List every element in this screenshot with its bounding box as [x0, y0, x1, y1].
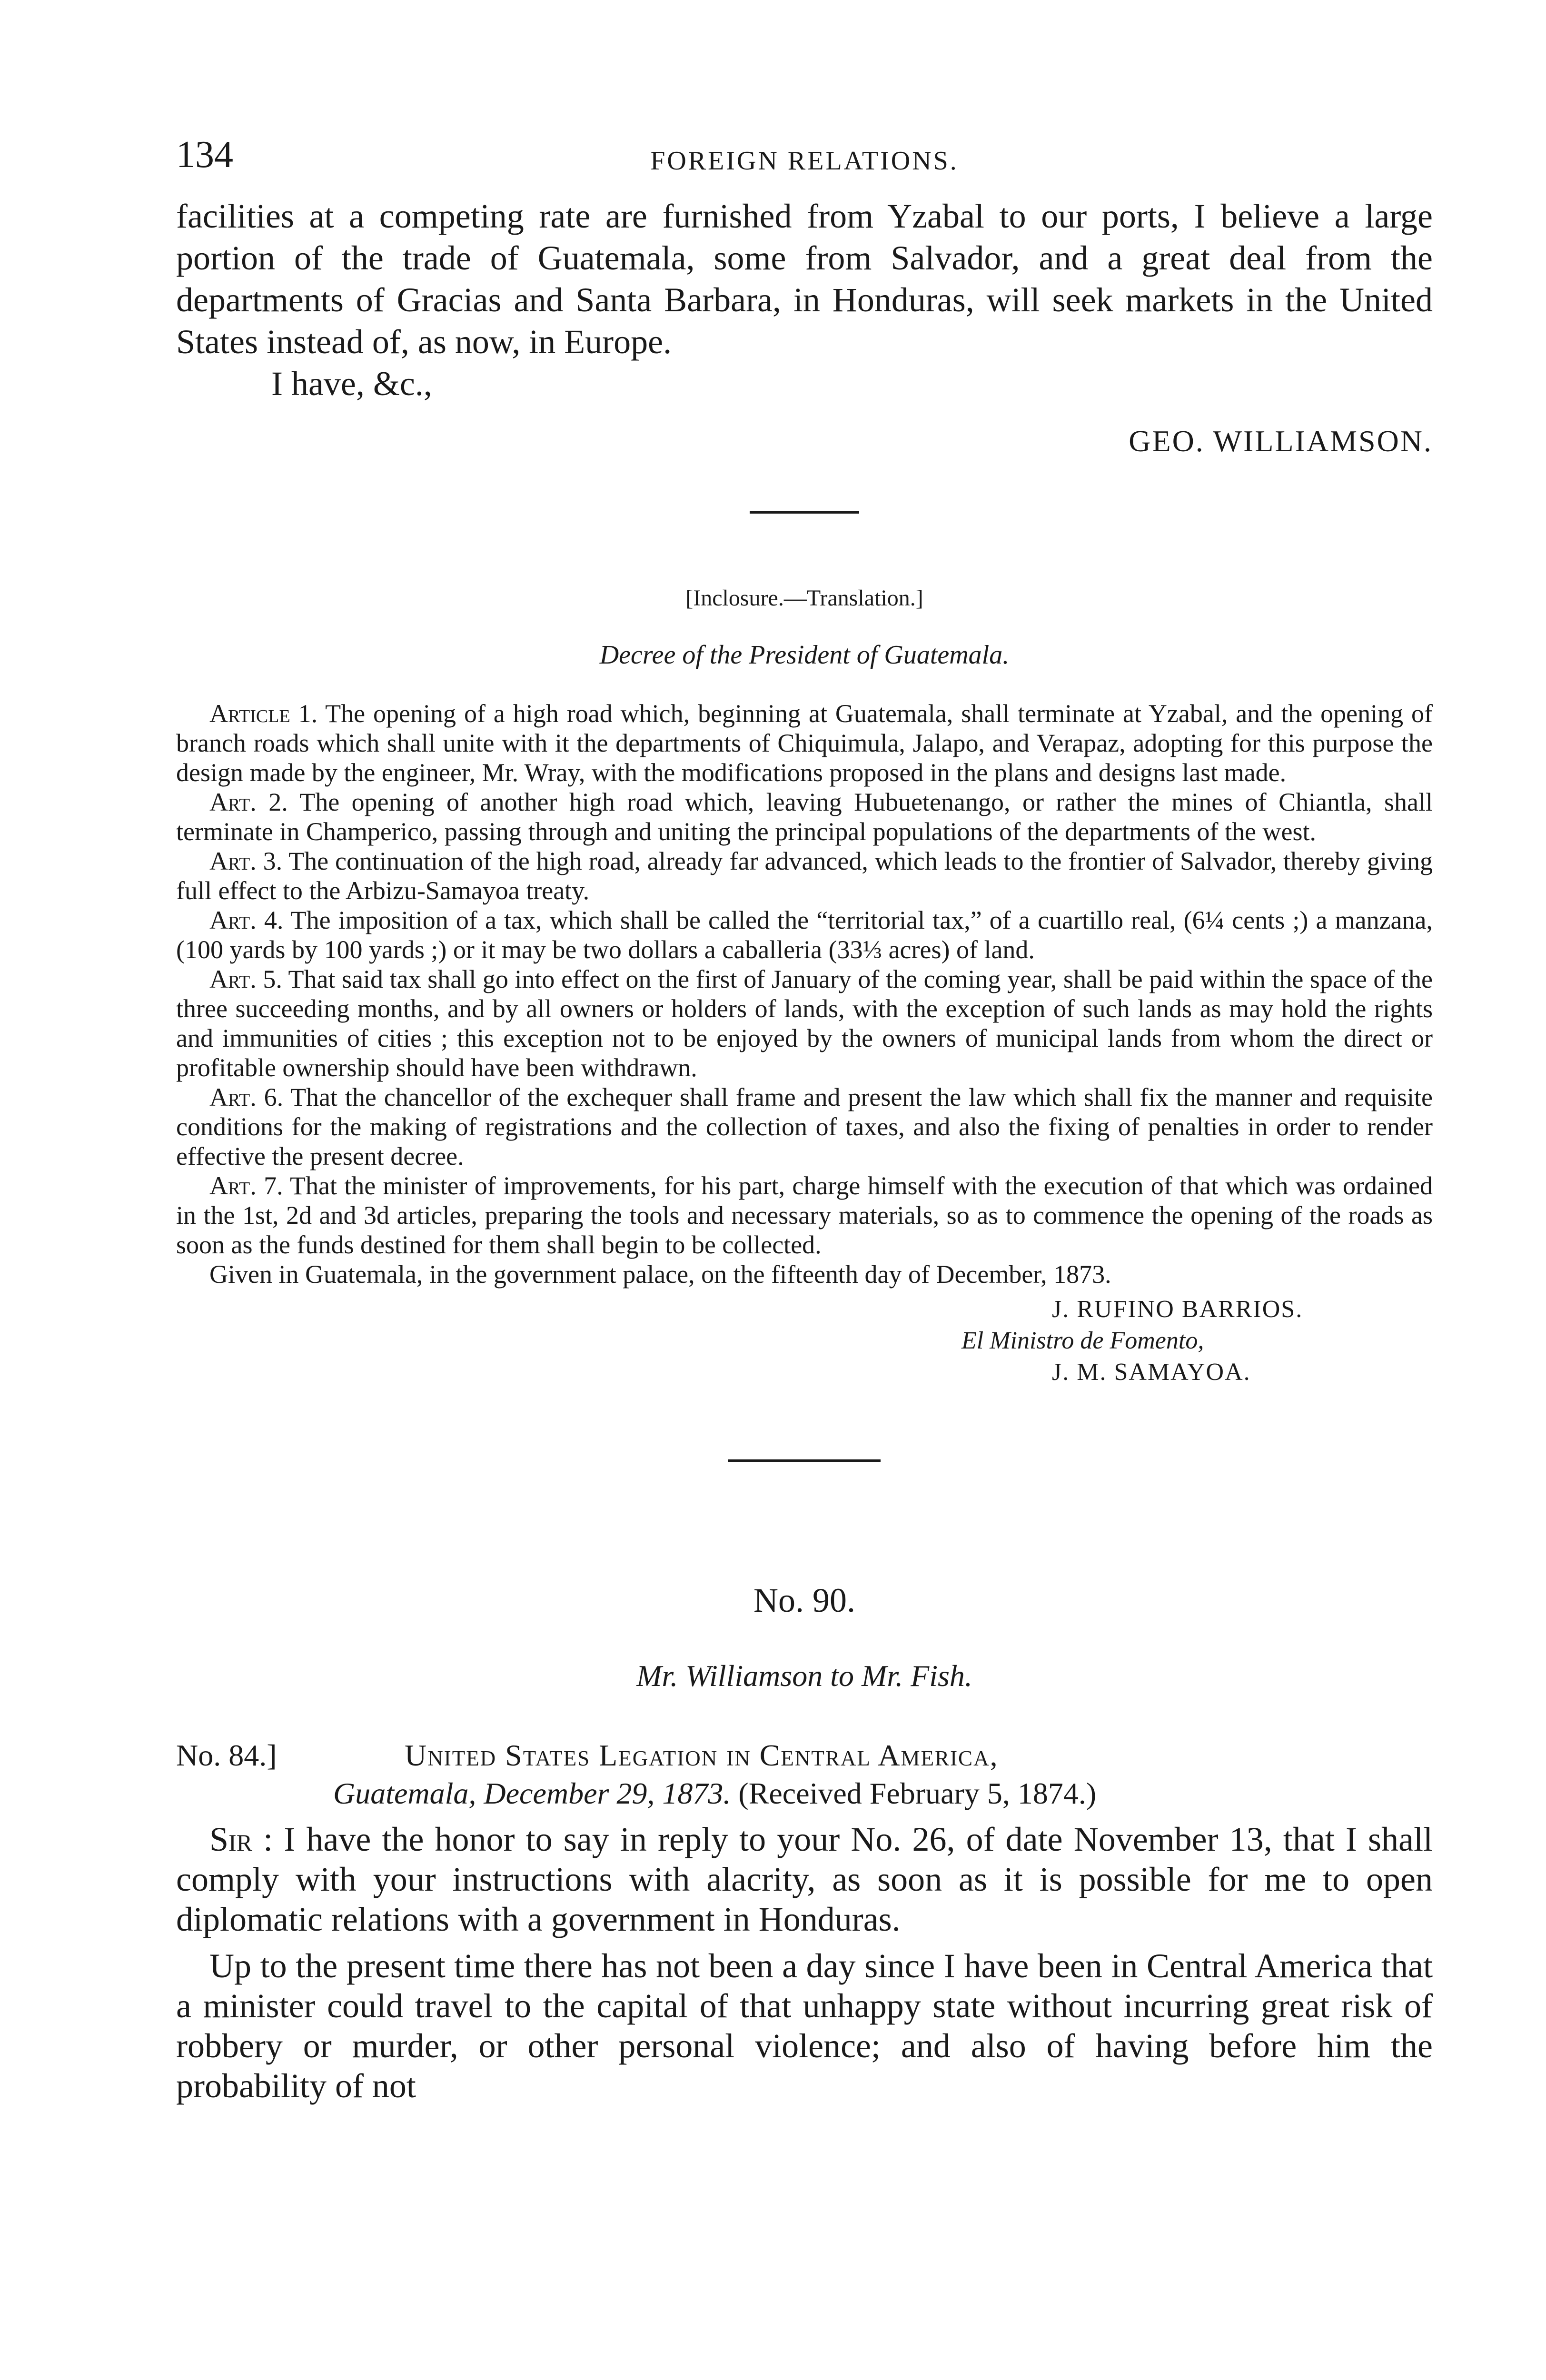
- article-label: Article 1.: [209, 699, 318, 728]
- article-label: Art. 7.: [209, 1171, 283, 1200]
- letter-heading: [176, 1736, 1433, 1813]
- section-divider: [750, 511, 859, 514]
- page-number: 134: [176, 134, 233, 176]
- paragraph-text: I have the honor to say in reply to your No. 26, of date November 13, that I shall comply with your instructions with alacrity, as soon as it is possible for me to open diplomatic relations with a government in Honduras.: [176, 1820, 1433, 1938]
- decree-article: [176, 699, 1433, 787]
- article-text: The opening of another high road which, leaving Hubuetenango, or rather the mines of Chiantla, shall terminate in Champerico, passing through and uniting the principal populations of the departments of the west.: [176, 788, 1433, 846]
- article-label: Art. 6.: [209, 1083, 284, 1111]
- place-date: Guatemala, December 29, 1873.: [333, 1776, 731, 1810]
- letter-paragraph: [176, 1819, 1433, 1939]
- article-text: The opening of a high road which, beginning at Guatemala, shall terminate at Yzabal, and the opening of branch roads which shall unite with it the departments of Chiquimula, Jalapo, and Verapaz, adopting for this purpose the design made by the engineer, Mr. Wray, with the modifications proposed in the plans and designs last made.: [176, 699, 1433, 787]
- signer-name: J. RUFINO BARRIOS.: [1052, 1296, 1303, 1323]
- letter-title: Mr. Williamson to Mr. Fish.: [636, 1659, 972, 1693]
- decree-given: Given in Guatemala, in the government palace, on the fifteenth day of December, 1873.: [209, 1260, 1111, 1289]
- salutation: Sir :: [209, 1820, 273, 1858]
- decree-title: Decree of the President of Guatemala.: [599, 640, 1010, 670]
- letter-signature: GEO. WILLIAMSON.: [1129, 424, 1433, 458]
- decree-articles: [176, 699, 1433, 1289]
- article-label: Art. 2.: [209, 788, 288, 816]
- article-label: Art. 5.: [209, 965, 282, 993]
- article-text: The continuation of the high road, already far advanced, which leads to the frontier of Salvador, thereby giving full effect to the Arbizu-Samayoa treaty.: [176, 847, 1433, 905]
- letter-closing: I have, &c.,: [271, 365, 432, 403]
- inclosure-label: [Inclosure.—Translation.]: [685, 585, 923, 611]
- article-text: That said tax shall go into effect on the first of January of the coming year, shall be paid within the space of the three succeeding months, and by all owners or holders of lands, with the exception of such lands as may hold the rights and immunities of cities ; this exception not to be enjoyed by the owners of municipal lands from whom the direct or profitable ownership should have been withdrawn.: [176, 965, 1433, 1082]
- running-head: FOREIGN RELATIONS.: [650, 146, 959, 176]
- section-divider: [728, 1459, 881, 1462]
- dateline: [333, 1775, 1433, 1813]
- decree-article: [176, 846, 1433, 905]
- document-page: [176, 133, 1433, 2106]
- letter-paragraph: Up to the present time there has not been a day since I have been in Central America that a minister could travel to the capital of that unhappy state without incurring great risk of robbery or murder, or other personal violence; and also of having before him the probability of not: [176, 1947, 1433, 2105]
- minister-title: El Ministro de Fomento,: [961, 1327, 1204, 1354]
- decree-signatures: [176, 1294, 1433, 1388]
- article-text: That the chancellor of the exchequer shall frame and present the law which shall fix the manner and requisite conditions for the making of registrations and the collection of taxes, and also the fixing of penalties in order to render effective the present decree.: [176, 1083, 1433, 1170]
- minister-name: J. M. SAMAYOA.: [1052, 1359, 1251, 1386]
- article-label: Art. 4.: [209, 906, 284, 934]
- page-header: [176, 133, 1433, 195]
- article-label: Art. 3.: [209, 847, 283, 875]
- decree-article: [176, 1171, 1433, 1259]
- legation-name: United States Legation in Central America,: [405, 1738, 999, 1772]
- decree-article: [176, 964, 1433, 1082]
- decree-article: [176, 787, 1433, 846]
- decree-article: [176, 905, 1433, 964]
- decree-article: [176, 1082, 1433, 1171]
- despatch-reference: No. 84.]: [176, 1738, 277, 1772]
- received-date: (Received February 5, 1874.): [738, 1776, 1097, 1810]
- article-text: The imposition of a tax, which shall be called the “territorial tax,” of a cuartillo real, (6¼ cents ;) a manzana, (100 yards by 100 yards ;) or it may be two dollars a caballeria (33⅓ acres) of land.: [176, 906, 1433, 964]
- article-text: That the minister of improvements, for his part, charge himself with the execution of that which was ordained in the 1st, 2d and 3d articles, preparing the tools and necessary materials, so as to commence the opening of the roads as soon as the funds destined for them shall begin to be collected.: [176, 1171, 1433, 1259]
- letter-end-paragraph: facilities at a competing rate are furnished from Yzabal to our ports, I believe a large portion of the trade of Guatemala, some from Salvador, and a great deal from the departments of Gracias and Santa Barbara, in Honduras, will seek markets in the United States instead of, as now, in Europe.: [176, 197, 1433, 361]
- document-number: No. 90.: [753, 1581, 855, 1619]
